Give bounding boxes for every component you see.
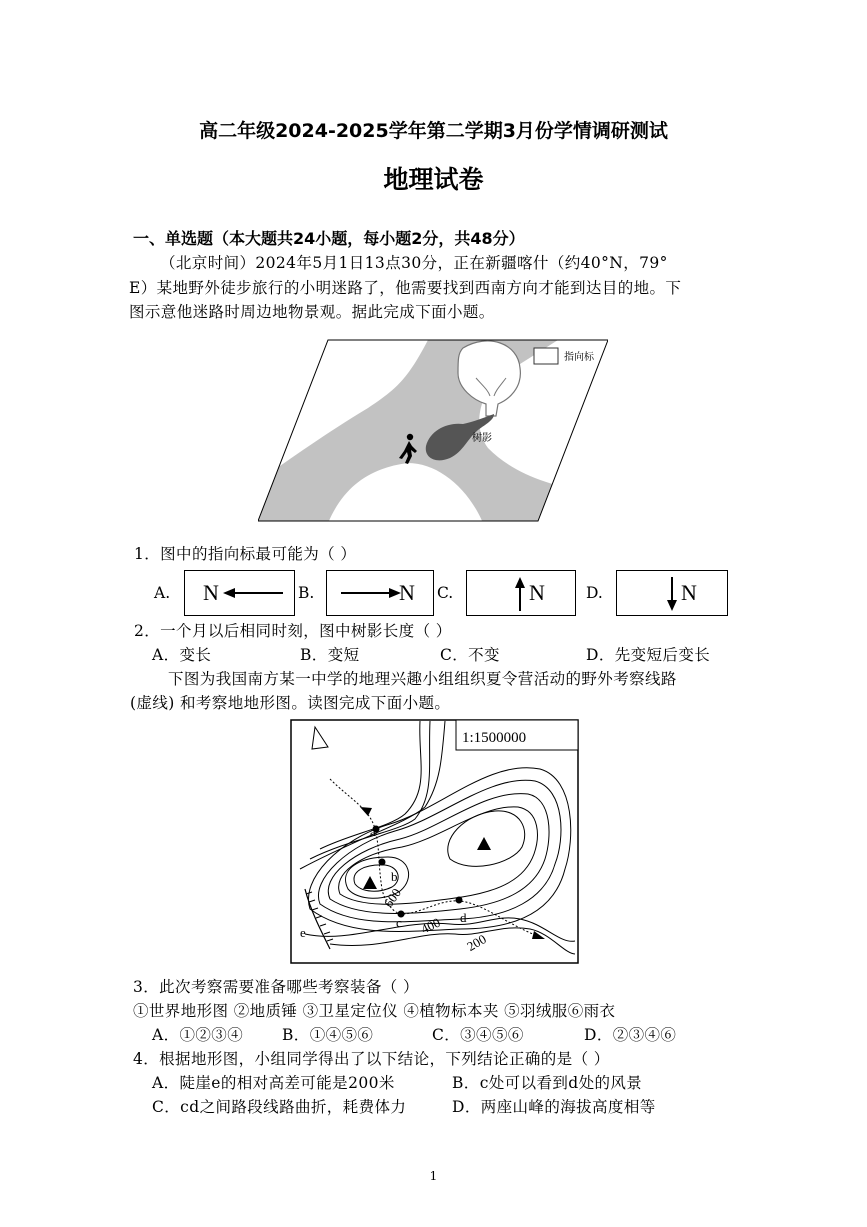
q1-option-c[interactable]	[466, 570, 576, 616]
north-letter: N	[529, 580, 545, 605]
north-letter: N	[203, 580, 219, 605]
q3-option-d[interactable]: D．②③④⑥	[584, 1026, 677, 1044]
point-c: c	[396, 915, 402, 930]
north-letter: N	[681, 580, 697, 605]
north-letter: N	[399, 580, 415, 605]
point-e: e	[300, 925, 306, 940]
contour-label-600: 600	[380, 885, 405, 911]
compass-box	[534, 348, 558, 364]
q1-option-a[interactable]	[184, 570, 295, 616]
q2-option-c[interactable]: C．不变	[440, 646, 500, 664]
q3-option-a[interactable]: A．①②③④	[152, 1026, 244, 1044]
point-b: b	[391, 869, 398, 884]
compass-label: 指向标	[564, 352, 594, 363]
page-number: 1	[429, 1169, 438, 1183]
q4-option-b[interactable]: B．c处可以看到d处的风景	[452, 1074, 643, 1092]
q1-option-c-label: C.	[437, 584, 454, 602]
passage2-line1: 下图为我国南方某一中学的地理兴趣小组组织夏令营活动的野外考察线路	[168, 670, 677, 688]
q3-items: ①世界地形图 ②地质锤 ③卫星定位仪 ④植物标本夹 ⑤羽绒服⑥雨衣	[133, 1002, 616, 1020]
passage1-line3: 图示意他迷路时周边地物景观。据此完成下面小题。	[129, 303, 495, 321]
arrow-right-icon	[339, 585, 401, 601]
q4-stem: 4．根据地形图，小组同学得出了以下结论，下列结论正确的是（ ）	[133, 1050, 610, 1068]
q3-option-c[interactable]: C．③④⑤⑥	[432, 1026, 524, 1044]
contour-label-400: 400	[418, 914, 443, 937]
passage1-line2: E）某地野外徒步旅行的小明迷路了，他需要找到西南方向才能到达目的地。下	[129, 279, 682, 297]
q2-stem: 2．一个月以后相同时刻，图中树影长度（ ）	[134, 622, 452, 640]
landscape-figure	[258, 338, 608, 523]
passage1-line1: （北京时间）2024年5月1日13点30分，正在新疆喀什（约40°N，79°	[160, 254, 668, 272]
q1-option-a-label: A.	[154, 584, 171, 602]
q4-option-c[interactable]: C．cd之间路段线路曲折，耗费体力	[152, 1098, 407, 1116]
q3-option-b[interactable]: B．①④⑤⑥	[282, 1026, 374, 1044]
q1-option-d-label: D.	[586, 584, 603, 602]
exam-title: 高二年级2024-2025学年第二学期3月份学情调研测试	[199, 120, 668, 142]
q1-option-b[interactable]	[326, 570, 434, 616]
exam-subject: 地理试卷	[383, 165, 484, 194]
q1-option-d[interactable]	[616, 570, 728, 616]
footpath	[258, 340, 608, 523]
section-heading: 一、单选题（本大题共24小题，每小题2分，共48分）	[133, 229, 525, 248]
map-scale: 1:1500000	[462, 730, 527, 746]
point-d: d	[460, 910, 467, 925]
q2-option-a[interactable]: A．变长	[152, 646, 212, 664]
point-a: a	[370, 824, 376, 839]
q2-option-b[interactable]: B．变短	[300, 646, 360, 664]
arrow-up-icon	[513, 577, 527, 611]
passage2-line2: (虚线) 和考察地地形图。读图完成下面小题。	[130, 694, 451, 712]
q2-option-d[interactable]: D．先变短后变长	[586, 646, 711, 664]
q1-stem: 1．图中的指向标最可能为（ ）	[134, 545, 357, 563]
arrow-left-icon	[223, 585, 285, 601]
arrow-down-icon	[665, 577, 679, 611]
q1-option-b-label: B.	[298, 584, 315, 602]
q3-stem: 3．此次考察需要准备哪些考察装备（ ）	[133, 978, 419, 996]
q4-option-d[interactable]: D．两座山峰的海拔高度相等	[452, 1098, 656, 1116]
shadow-label: 树影	[472, 433, 492, 444]
contour-label-200: 200	[464, 931, 489, 954]
q4-option-a[interactable]: A．陡崖e的相对高差可能是200米	[152, 1074, 395, 1092]
